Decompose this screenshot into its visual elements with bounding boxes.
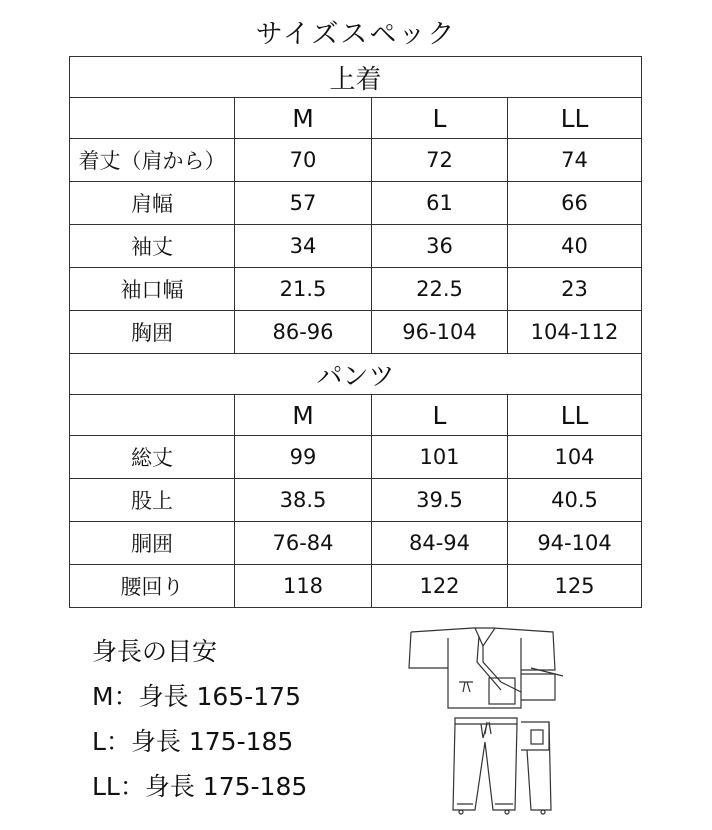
cell-value: 118 (235, 565, 372, 608)
table-row (70, 311, 642, 354)
pants-size-ll: LL (508, 395, 642, 436)
jacket-size-l: L (372, 98, 508, 139)
table-row (70, 139, 642, 182)
cell-value: 84-94 (372, 522, 508, 565)
row-label: 肩幅 (70, 182, 235, 225)
cell-value: 76-84 (235, 522, 372, 565)
cell-value: 40.5 (508, 479, 642, 522)
cell-value: 38.5 (235, 479, 372, 522)
row-label: 腰回り (70, 565, 235, 608)
height-guide-heading: 身長の目安 (92, 637, 218, 666)
jacket-header-blank (70, 98, 235, 139)
cell-value: 122 (372, 565, 508, 608)
cell-value: 70 (235, 139, 372, 182)
row-label: 胴囲 (70, 522, 235, 565)
pants-size-m: M (235, 395, 372, 436)
height-guide-ll: LL：身長 175-185 (92, 772, 308, 801)
table-row (70, 436, 642, 479)
cell-value: 86-96 (235, 311, 372, 354)
page-title: サイズスペック (255, 19, 457, 50)
row-label: 股上 (70, 479, 235, 522)
cell-value: 61 (372, 182, 508, 225)
cell-value: 125 (508, 565, 642, 608)
cell-value: 34 (235, 225, 372, 268)
table-row (70, 182, 642, 225)
table-row (70, 225, 642, 268)
cell-value: 94-104 (508, 522, 642, 565)
cell-value: 101 (372, 436, 508, 479)
row-label: 総丈 (70, 436, 235, 479)
pants-header-blank (70, 395, 235, 436)
table-row (70, 479, 642, 522)
table-row (70, 565, 642, 608)
garment-illustration (403, 622, 583, 822)
size-spec-table (69, 56, 642, 608)
jacket-section-header: 上着 (70, 57, 642, 98)
height-guide-l: L：身長 175-185 (92, 727, 294, 756)
cell-value: 40 (508, 225, 642, 268)
cell-value: 36 (372, 225, 508, 268)
cell-value: 23 (508, 268, 642, 311)
row-label: 着丈（肩から） (70, 139, 235, 182)
table-row (70, 268, 642, 311)
cell-value: 104 (508, 436, 642, 479)
jacket-illustration (409, 628, 563, 708)
pants-size-l: L (372, 395, 508, 436)
cell-value: 22.5 (372, 268, 508, 311)
jacket-size-m: M (235, 98, 372, 139)
row-label: 胸囲 (70, 311, 235, 354)
pants-illustration (453, 718, 551, 814)
cell-value: 99 (235, 436, 372, 479)
cell-value: 39.5 (372, 479, 508, 522)
table-row (70, 522, 642, 565)
cell-value: 21.5 (235, 268, 372, 311)
cell-value: 74 (508, 139, 642, 182)
height-guide-m: M：身長 165-175 (92, 682, 301, 711)
row-label: 袖丈 (70, 225, 235, 268)
cell-value: 72 (372, 139, 508, 182)
cell-value: 104-112 (508, 311, 642, 354)
pants-section-header: パンツ (70, 354, 642, 395)
cell-value: 96-104 (372, 311, 508, 354)
cell-value: 57 (235, 182, 372, 225)
cell-value: 66 (508, 182, 642, 225)
jacket-size-ll: LL (508, 98, 642, 139)
row-label: 袖口幅 (70, 268, 235, 311)
